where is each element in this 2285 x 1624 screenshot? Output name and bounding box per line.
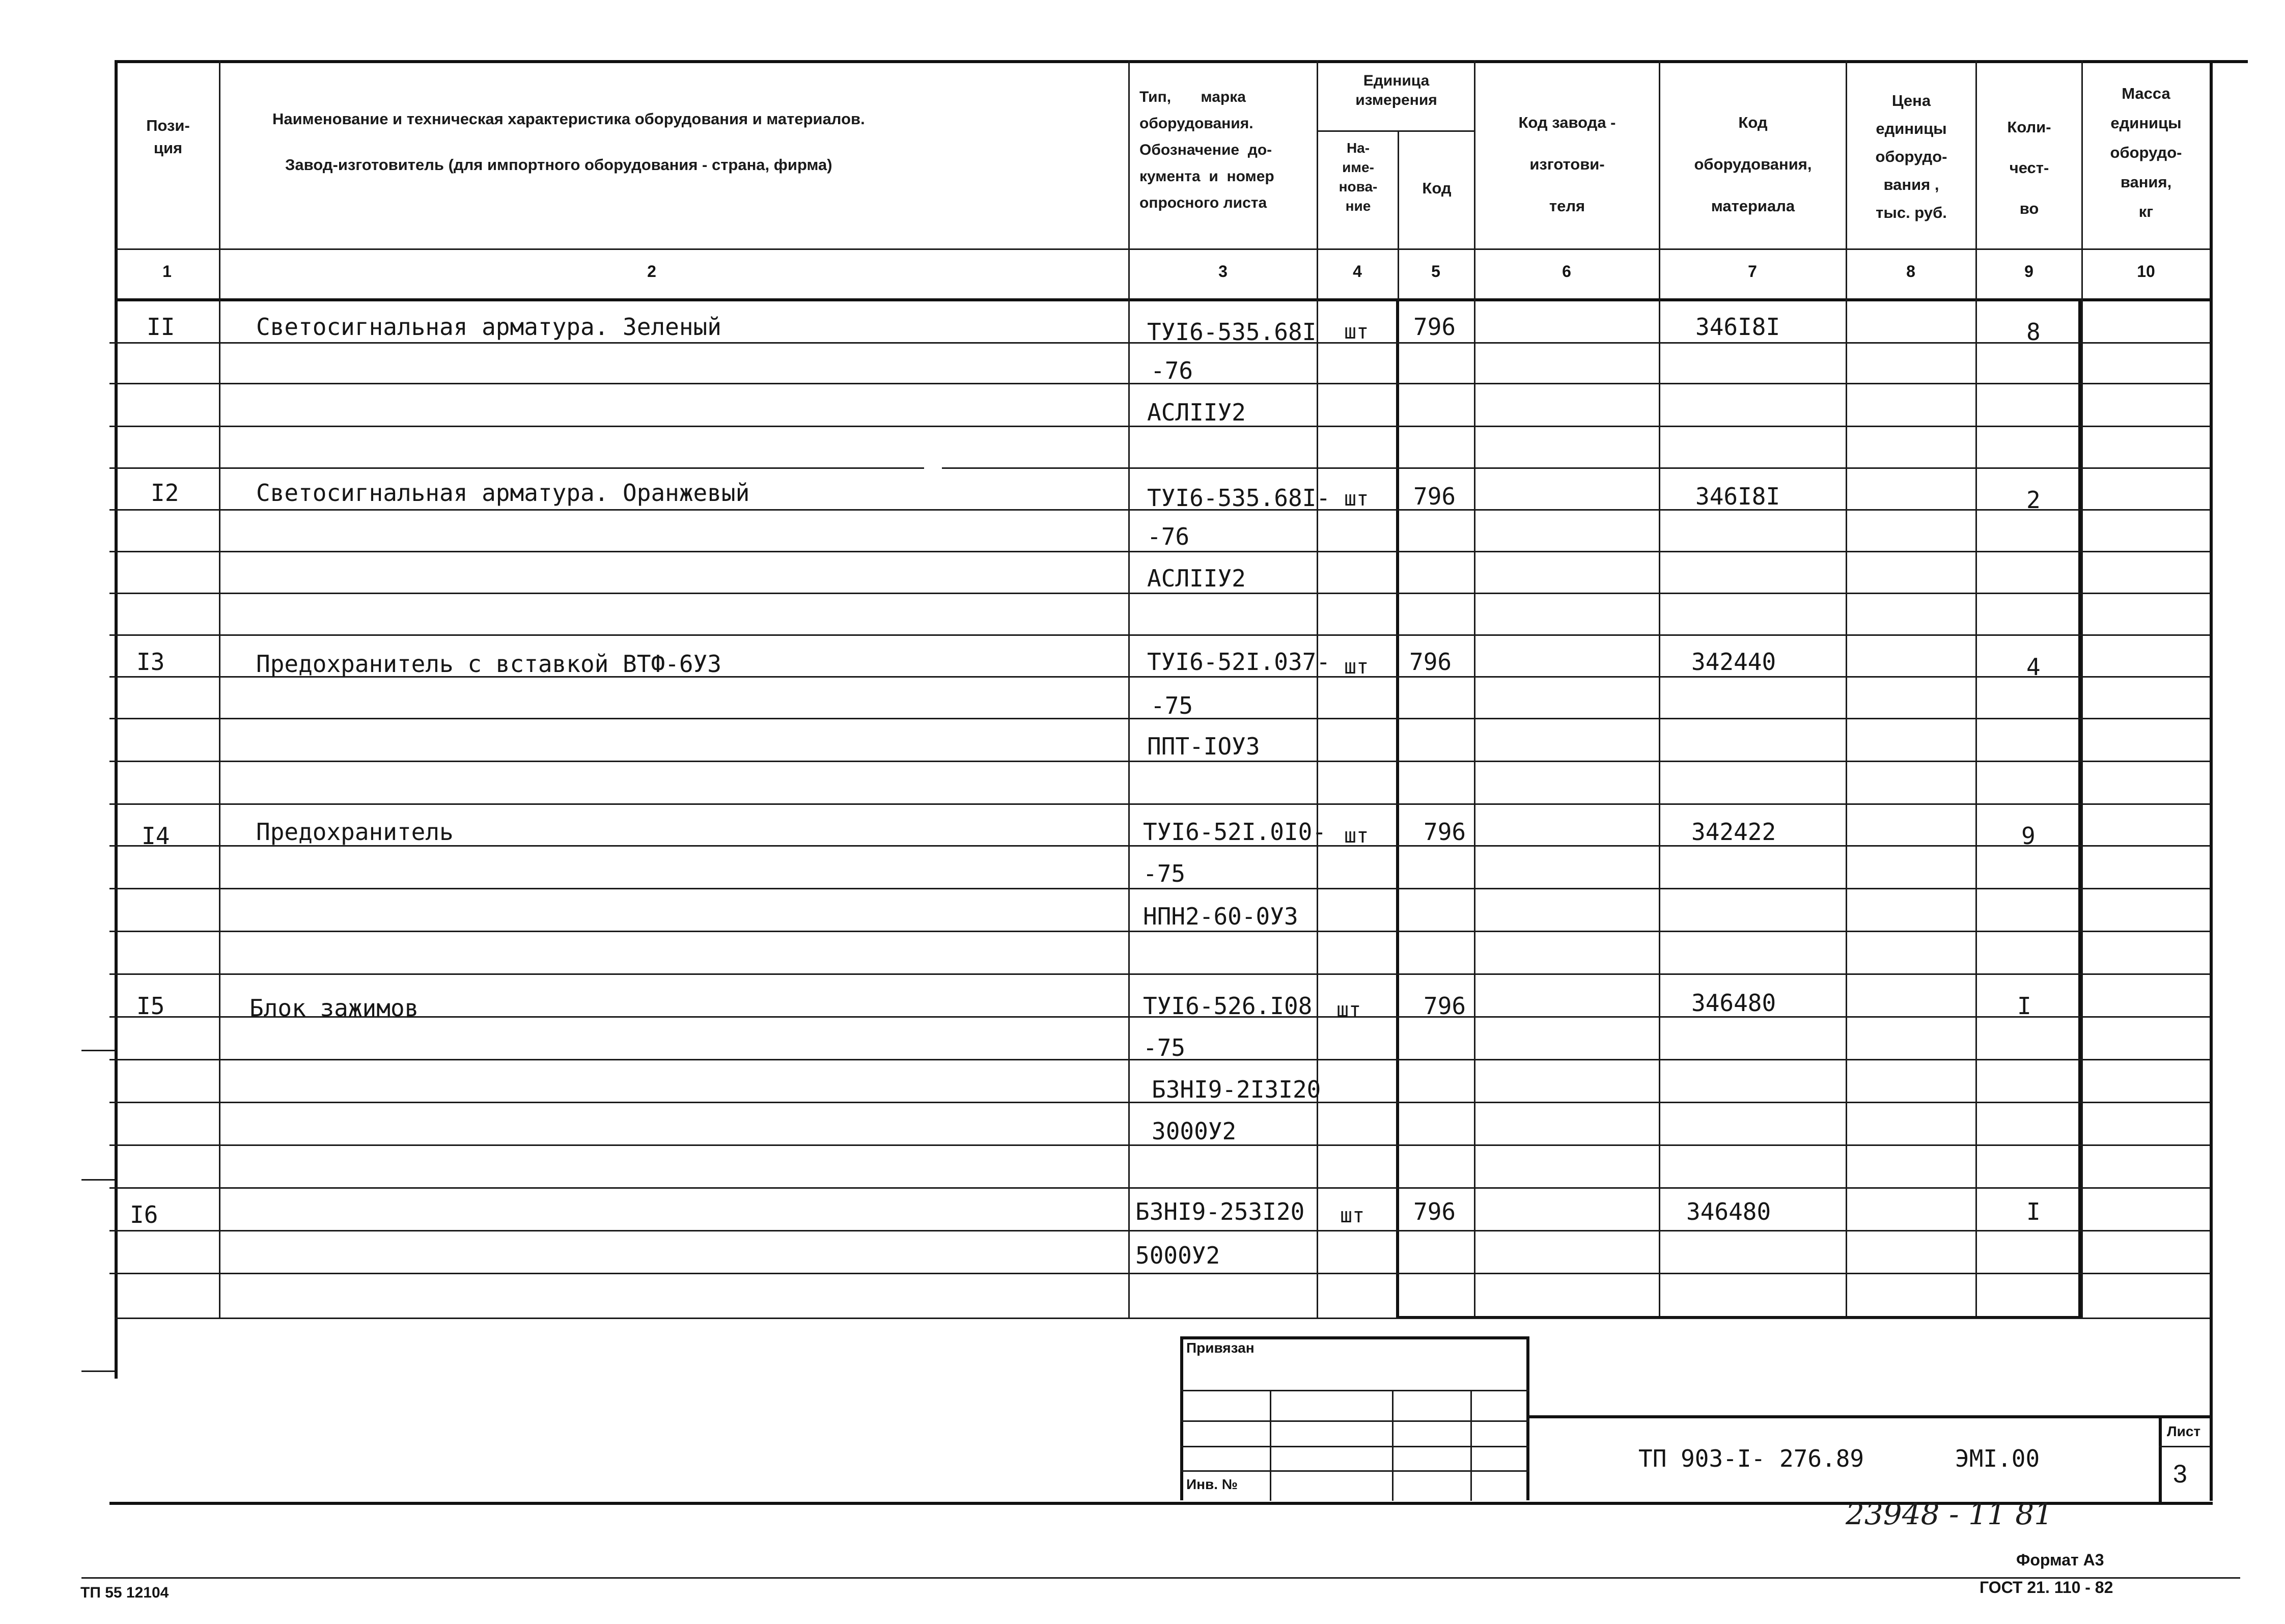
row-unit: шт: [1344, 824, 1369, 848]
stamp-box-top: [1180, 1336, 1529, 1339]
column-number: 9: [2024, 262, 2033, 281]
row-position: I3: [136, 648, 165, 676]
column-number: 7: [1748, 262, 1757, 281]
row-line: [109, 1187, 2210, 1189]
column-number: 10: [2137, 262, 2155, 281]
column-number: 2: [647, 262, 656, 281]
row-position: II: [147, 313, 175, 341]
margin-tick: [81, 1179, 115, 1181]
stamp-box-right: [1526, 1336, 1529, 1500]
row-line: [109, 1230, 2210, 1231]
margin-tick: [81, 1050, 115, 1051]
row-line: [109, 467, 924, 469]
stamp-line: [1180, 1446, 1529, 1447]
row-quantity: 9: [2021, 822, 2036, 850]
stamp-box-left: [1180, 1336, 1183, 1500]
column-number: 5: [1431, 262, 1440, 281]
footer-gost: ГОСТ 21. 110 - 82: [1980, 1578, 2113, 1597]
row-type: ТУI6-535.68I: [1147, 318, 1317, 346]
row-line: [109, 634, 2210, 636]
footer-format: Формат А3: [2016, 1551, 2104, 1569]
sheet-box-line: [2159, 1446, 2210, 1447]
stamp-vline: [1392, 1390, 1394, 1501]
stamp-privyazan: Привязан: [1186, 1340, 1255, 1356]
row-line: [109, 803, 2210, 805]
column-number: 1: [162, 262, 172, 281]
colnum-divider: [115, 298, 2210, 301]
column-number: 4: [1353, 262, 1362, 281]
row-line: [942, 467, 2210, 469]
column-number: 8: [1906, 262, 1915, 281]
row-line: [109, 973, 2210, 975]
row-equipment-code: 346480: [1691, 989, 1776, 1017]
header-equipment-code: Код оборудования, материала: [1694, 114, 1812, 215]
sheet-label: Лист: [2167, 1423, 2201, 1439]
row-equipment-code: 346I8I: [1695, 313, 1780, 341]
stamp-main-line: [1527, 1415, 2210, 1418]
table-bottom-line: [115, 1318, 2210, 1319]
col-line-3: [1317, 60, 1318, 1318]
row-unit: шт: [1344, 655, 1369, 679]
row-type: ТУI6-52I.037-: [1147, 648, 1331, 676]
row-type: НПН2-60-0УЗ: [1143, 903, 1298, 930]
row-type: ТУI6-52I.0I0-: [1143, 818, 1327, 846]
row-type: ТУI6-526.I08: [1143, 992, 1313, 1020]
row-position: I2: [151, 479, 179, 507]
unit-subheader-line: [1317, 130, 1474, 132]
row-type: АСЛIIУ2: [1147, 565, 1246, 592]
row-type: БЗНI9-253I20: [1135, 1198, 1305, 1225]
row-quantity: I: [2026, 1198, 2041, 1225]
header-unit: Единица измерения: [1355, 72, 1437, 108]
header-quantity: Коли- чест- во: [2007, 118, 2051, 217]
row-type: -76: [1151, 357, 1193, 384]
bold-box-left: [1396, 300, 1399, 1319]
header-name-line1: Наименование и техническая характеристика оборудования и материалов.: [272, 110, 865, 128]
col-line-5: [1474, 60, 1475, 1318]
row-unit-code: 796: [1409, 648, 1452, 676]
row-equipment-code: 342440: [1691, 648, 1776, 676]
row-type: 5000У2: [1135, 1242, 1220, 1269]
header-type: Тип, марка оборудования. Обозначение до- кумента и номер опросного листа: [1139, 89, 1274, 211]
row-type: -75: [1151, 692, 1193, 719]
row-quantity: 4: [2026, 653, 2041, 681]
row-type: АСЛIIУ2: [1147, 399, 1246, 426]
header-divider: [115, 248, 2210, 250]
footer-line: [81, 1577, 2240, 1579]
stamp-line: [1180, 1390, 1529, 1391]
frame-top: [115, 60, 2248, 63]
margin-tick: [81, 1370, 115, 1372]
header-mass: Масса единицы оборудо- вания, кг: [2110, 85, 2182, 220]
row-unit-code: 796: [1424, 818, 1466, 846]
row-name: Блок зажимов: [249, 994, 419, 1022]
row-type: БЗНI9-2I3I20: [1152, 1076, 1321, 1103]
document-designation: ТП 903-I- 276.89: [1638, 1445, 1864, 1472]
column-number: 3: [1218, 262, 1228, 281]
document-mark: ЭМI.00: [1955, 1445, 2040, 1472]
row-unit-code: 796: [1413, 483, 1456, 510]
row-position: I5: [136, 992, 165, 1020]
bold-box-right: [2078, 300, 2081, 1319]
stamp-vline: [1470, 1390, 1472, 1501]
row-type: 3000У2: [1152, 1117, 1237, 1145]
header-unit-code: Код: [1422, 179, 1452, 197]
handwritten-number: 23948 - 11 81: [1846, 1497, 2053, 1531]
header-name-line2: Завод-изготовитель (для импортного оборудования - страна, фирма): [285, 156, 832, 174]
row-type: ППТ-IОУЗ: [1147, 733, 1260, 760]
row-unit: шт: [1336, 998, 1361, 1022]
stamp-inv-no: Инв. №: [1186, 1476, 1238, 1492]
col-line-8: [1975, 60, 1977, 1318]
row-type: -75: [1143, 1034, 1186, 1061]
frame-left: [115, 60, 118, 1379]
row-type: ТУI6-535.68I-: [1147, 484, 1331, 512]
sheet-box-left: [2159, 1415, 2162, 1502]
col-line-2: [1128, 60, 1130, 1318]
row-equipment-code: 342422: [1691, 818, 1776, 846]
row-equipment-code: 346480: [1686, 1198, 1771, 1225]
row-quantity: 2: [2026, 486, 2041, 514]
stamp-line: [1180, 1420, 1529, 1422]
row-name: Предохранитель: [256, 818, 454, 846]
stamp-line: [1180, 1470, 1529, 1472]
row-name: Светосигнальная арматура. Зеленый: [256, 313, 721, 341]
col-line-7: [1846, 60, 1847, 1318]
footer-left-code: ТП 55 12104: [80, 1584, 169, 1601]
row-quantity: 8: [2026, 318, 2041, 346]
header-position: Пози- ция: [146, 117, 190, 157]
header-unit-name: На- име- нова- ние: [1339, 140, 1378, 214]
row-unit-code: 796: [1413, 1198, 1456, 1225]
column-number: 6: [1562, 262, 1571, 281]
row-equipment-code: 346I8I: [1695, 483, 1780, 510]
row-line: [109, 1273, 2210, 1274]
row-position: I4: [142, 822, 170, 850]
sheet-number: 3: [2173, 1460, 2187, 1488]
row-type: -76: [1147, 523, 1190, 550]
header-plant-code: Код завода - изготови- теля: [1518, 114, 1616, 215]
stamp-vline: [1270, 1390, 1271, 1501]
col-line-9: [2081, 60, 2083, 1318]
row-unit: шт: [1340, 1204, 1365, 1227]
col-line-1: [219, 60, 220, 1318]
row-quantity: I: [2017, 992, 2031, 1020]
row-unit: шт: [1344, 320, 1369, 344]
col-line-6: [1659, 60, 1660, 1318]
frame-right: [2210, 60, 2213, 1501]
corner-tick: [2184, 60, 2230, 63]
row-unit-code: 796: [1424, 992, 1466, 1020]
row-position: I6: [130, 1201, 158, 1228]
row-unit-code: 796: [1413, 313, 1456, 341]
header-price: Цена единицы оборудо- вания , тыс. руб.: [1875, 92, 1947, 221]
row-name: Предохранитель с вставкой ВТФ-6УЗ: [256, 650, 721, 678]
row-name: Светосигнальная арматура. Оранжевый: [256, 479, 750, 507]
row-unit: шт: [1344, 487, 1369, 511]
row-type: -75: [1143, 860, 1186, 887]
